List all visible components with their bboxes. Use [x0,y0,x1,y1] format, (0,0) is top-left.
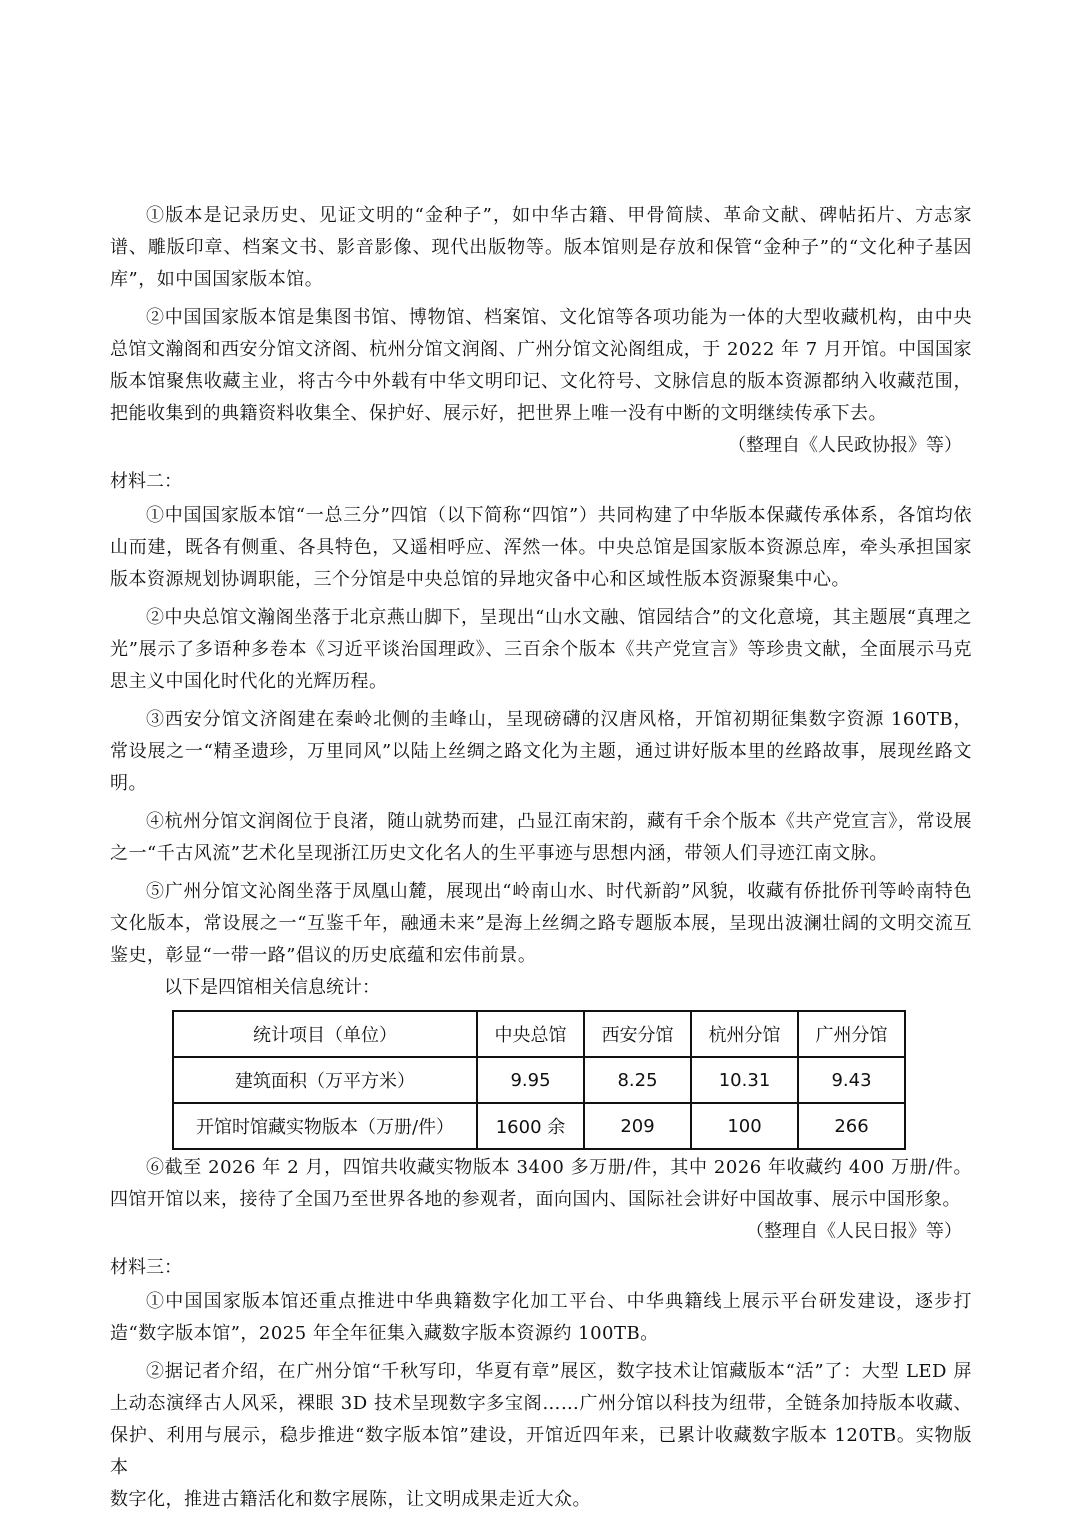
table-cell: 8.25 [584,1057,691,1103]
table-cell: 9.95 [477,1057,584,1103]
table-caption: 以下是四馆相关信息统计： [164,977,380,998]
material2-paragraph-1: ①中国国家版本馆“一总三分”四馆（以下简称“四馆”）共同构建了中华版本保藏传承体系，各馆均依山而建，既各有侧重、各具特色，又遥相呼应、浑然一体。中央总馆是国家版本资源总库，牵头承担国家版本资源规划协调职能，三个分馆是中央总馆的异地灾备中心和区域性版本资源聚集中心。 [110,505,972,590]
table-cell: 9.43 [798,1057,905,1103]
material1-paragraph-2: ②中国国家版本馆是集图书馆、博物馆、档案馆、文化馆等各项功能为一体的大型收藏机构，由中央总馆文瀚阁和西安分馆文济阁、杭州分馆文润阁、广州分馆文沁阁组成，于 2022 年 7 月开馆。中国国家版本馆聚焦收藏主业，将古今中外载有中华文明印记、文化符号、文脉信息的版本资源都纳入收藏范围，把能收集到的典籍资料收集全、保护好、展示好，把世界上唯一没有中断的文明继续传承下去。 [110,307,972,424]
material3-paragraph-2: ②据记者介绍，在广州分馆“千秋写印，华夏有章”展区，数字技术让馆藏版本“活”了：大型 LED 屏上动态演绎古人风采，裸眼 3D 技术呈现数字多宝阁……广州分馆以科技为纽带，全链条加持版本收藏、保护、利用与展示，稳步推进“数字版本馆”建设，开馆近四年来，已累计收藏数字版本 120TB。实物版本 [110,1361,972,1478]
table-cell: 开馆时馆藏实物版本（万册/件） [173,1103,477,1149]
cut-off-line-wrapper [110,1484,972,1510]
table-cell: 1600 余 [477,1103,584,1149]
table-header-row [173,1011,905,1057]
table-cell: 100 [691,1103,798,1149]
material3-cut-off-line: 数字化，推进古籍活化和数字展陈，让文明成果走近大众。 [110,1489,591,1510]
material3-label: 材料三： [110,1257,182,1278]
material2-source: （整理自《人民日报》等） [746,1221,962,1242]
material2-paragraph-6: ⑥截至 2026 年 2 月，四馆共收藏实物版本 3400 多万册/件，其中 2026 年收藏约 400 万册/件。四馆开馆以来，接待了全国乃至世界各地的参观者，面向国内、国际社会讲好中国故事、展示中国形象。 [110,1157,972,1210]
table-header-cell: 中央总馆 [477,1011,584,1057]
table-row [173,1103,905,1149]
table-cell: 建筑面积（万平方米） [173,1057,477,1103]
table-header-cell: 杭州分馆 [691,1011,798,1057]
table-header-cell: 西安分馆 [584,1011,691,1057]
exam-page [110,200,972,1510]
material2-paragraph-2: ②中央总馆文瀚阁坐落于北京燕山脚下，呈现出“山水文融、馆园结合”的文化意境，其主题展“真理之光”展示了多语种多卷本《习近平谈治国理政》、三百余个版本《共产党宣言》等珍贵文献，全面展示马克思主义中国化时代化的光辉历程。 [110,607,972,692]
table-row [173,1057,905,1103]
material2-paragraph-4: ④杭州分馆文润阁位于良渚，随山就势而建，凸显江南宋韵，藏有千余个版本《共产党宣言》，常设展之一“千古风流”艺术化呈现浙江历史文化名人的生平事迹与思想内涵，带领人们寻迹江南文脉。 [110,811,972,864]
material2-paragraph-5: ⑤广州分馆文沁阁坐落于凤凰山麓，展现出“岭南山水、时代新韵”风貌，收藏有侨批侨刊等岭南特色文化版本，常设展之一“互鉴千年，融通未来”是海上丝绸之路专题版本展，呈现出波澜壮阔的文明交流互鉴史，彰显“一带一路”倡议的历史底蕴和宏伟前景。 [110,881,972,966]
table-header-cell: 广州分馆 [798,1011,905,1057]
table-header-cell: 统计项目（单位） [173,1011,477,1057]
material1-paragraph-1: ①版本是记录历史、见证文明的“金种子”，如中华古籍、甲骨简牍、革命文献、碑帖拓片、方志家谱、雕版印章、档案文书、影音影像、现代出版物等。版本馆则是存放和保管“金种子”的“文化种子基因库”，如中国国家版本馆。 [110,205,972,290]
table-cell: 209 [584,1103,691,1149]
statistics-table [172,1010,906,1150]
material2-paragraph-3: ③西安分馆文济阁建在秦岭北侧的圭峰山，呈现磅礴的汉唐风格，开馆初期征集数字资源 160TB，常设展之一“精圣遗珍，万里同风”以陆上丝绸之路文化为主题，通过讲好版本里的丝路故事，展现丝路文明。 [110,709,972,794]
material3-paragraph-1: ①中国国家版本馆还重点推进中华典籍数字化加工平台、中华典籍线上展示平台研发建设，逐步打造“数字版本馆”，2025 年全年征集入藏数字版本资源约 100TB。 [110,1291,972,1344]
table-cell: 266 [798,1103,905,1149]
table-cell: 10.31 [691,1057,798,1103]
material2-label: 材料二： [110,471,182,492]
material1-source: （整理自《人民政协报》等） [728,435,962,456]
